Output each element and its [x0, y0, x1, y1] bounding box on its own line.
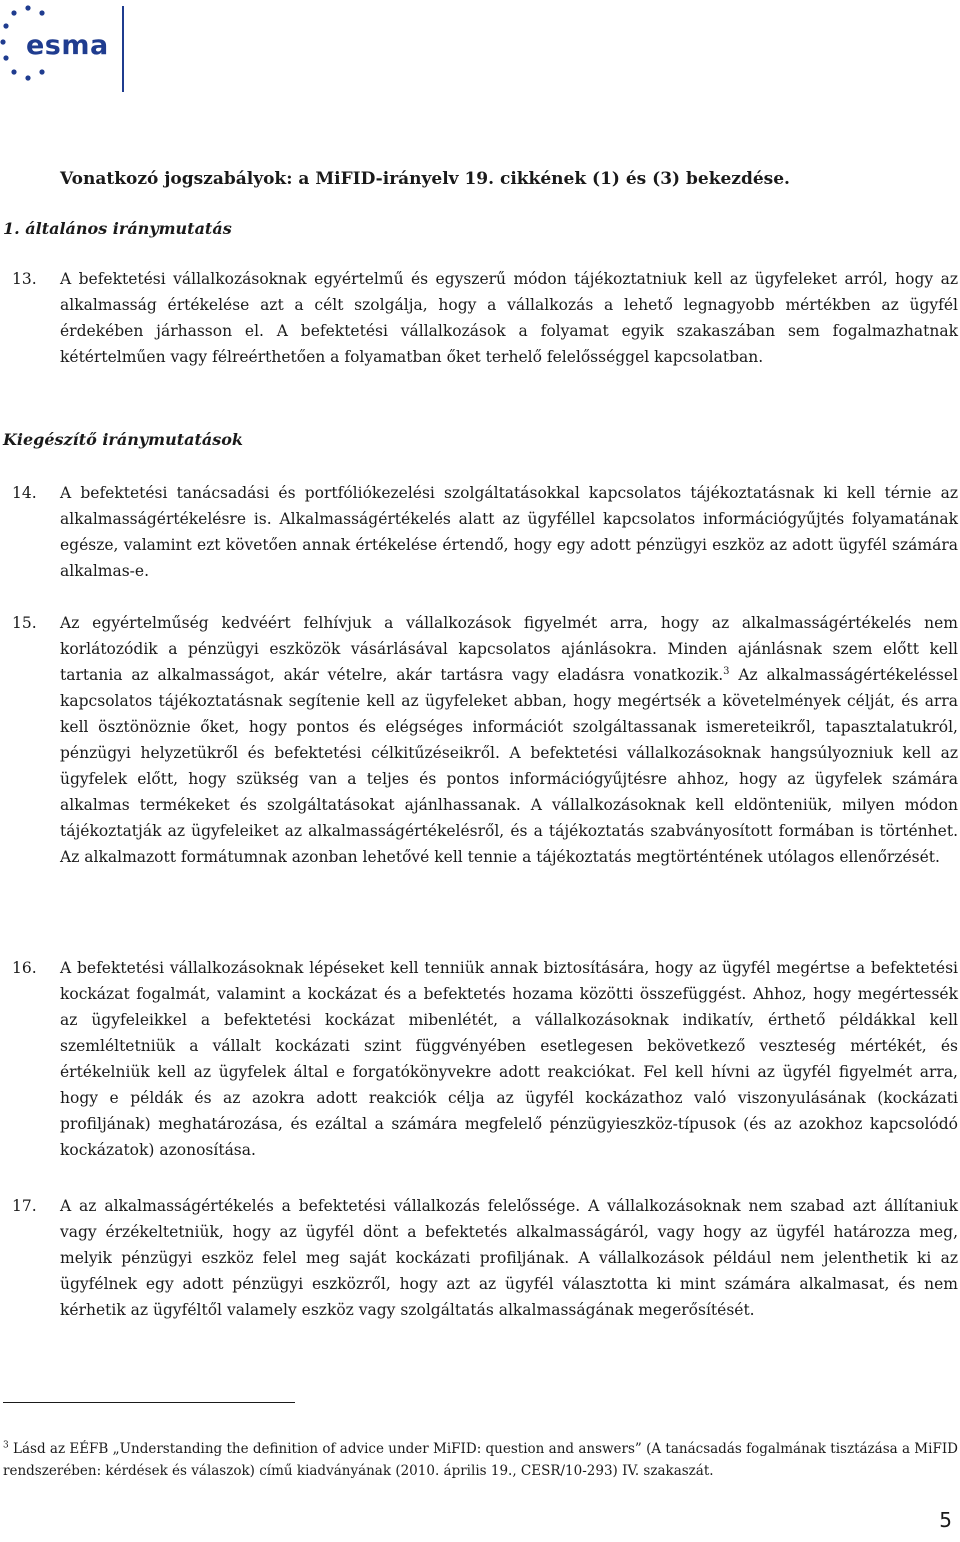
paragraph-text-part: Az egyértelműség kedvéért felhívjuk a vállalkozások figyelmét arra, hogy az alkalmasságértékelés nem korlátozódik a pénzügyi eszközök vásárlásával kapcsolatos ajánlásokra. Minden ajánlásnak szem előtt kell tartania az alkalmasságot, akár vételre, akár tartásra vagy eladásra vonatkozik.: [60, 614, 958, 684]
paragraph-number: 17.: [12, 1197, 37, 1215]
footnote-reference[interactable]: 3: [723, 665, 730, 677]
paragraph-number: 13.: [12, 270, 37, 288]
footnote-divider: [3, 1402, 295, 1403]
general-guideline-heading: 1. általános iránymutatás: [3, 219, 232, 238]
footnote-text: Lásd az EÉFB „Understanding the definition of advice under MiFID: question and answers” (A tanácsadás fogalmának tisztázása a MiFID rendszerében: kérdések és válaszok) című kiadványának (2010. április 19., CESR/10-293) IV. szakaszát.: [3, 1441, 958, 1479]
paragraph-16: [0, 955, 960, 1163]
document-heading: Vonatkozó jogszabályok: a MiFID-irányelv 19. cikkének (1) és (3) bekezdése.: [60, 169, 790, 189]
footnote-marker: 3: [3, 1440, 9, 1451]
paragraph-text: A befektetési tanácsadási és portfóliókezelési szolgáltatásokkal kapcsolatos tájékoztatásnak ki kell térnie az alkalmasságértékelésre is. Alkalmasságértékelés alatt az ügyféllel kapcsolatos információgyűjtés folyamatának egésze, valamint ezt követően annak értékelése értendő, hogy egy adott pénzügyi eszköz az adott ügyfél számára alkalmas-e.: [60, 484, 958, 580]
paragraph-15: [0, 610, 960, 870]
footnote: [3, 1438, 958, 1482]
paragraph-13: [0, 266, 960, 370]
logo-divider: [122, 6, 124, 92]
paragraph-number: 15.: [12, 614, 37, 632]
paragraph-number: 14.: [12, 484, 37, 502]
paragraph-14: [0, 480, 960, 584]
paragraph-text-part: Az alkalmasságértékeléssel kapcsolatos tájékoztatásnak segítenie kell az ügyfeleket abban, hogy megértsék a követelmények célját, és arra kell ösztönöznie őket, hogy pontos és elégséges információt szolgáltassanak ismereteikről, tapasztalatukról, pénzügyi helyzetükről és befektetési célkitűzéseikről. A befektetési vállalkozásoknak hangsúlyozniuk kell az ügyfelek előtt, hogy szükség van a teljes és pontos információgyűjtésre ahhoz, hogy az ügyfelek számára alkalmas termékeket és szolgáltatásokat ajánlhassanak. A vállalkozásoknak kell eldönteniük, milyen módon tájékoztatják az ügyfeleiket az alkalmasságértékelésről, és a tájékoztatás szabványosított formában is történhet. Az alkalmazott formátumnak azonban lehetővé kell tennie a tájékoztatás megtörténtének utólagos ellenőrzését.: [60, 666, 958, 866]
page-number: 5: [939, 1508, 952, 1532]
paragraph-text: [60, 610, 958, 870]
paragraph-text: A az alkalmasságértékelés a befektetési vállalkozás felelőssége. A vállalkozásoknak nem szabad azt állítaniuk vagy érzékeltetniük, hogy az ügyfél dönt a befektetés alkalmasságáról, vagy hogy az ügyfél határozza meg, melyik pénzügyi eszköz felel meg saját kockázati profiljának. A vállalkozások például nem jelenthetik ki az ügyfélnek egy adott pénzügyi eszközről, hogy azt az ügyfél választotta ki mint számára alkalmasat, és nem kérhetik az ügyféltől valamely eszköz vagy szolgáltatás alkalmasságának megerősítését.: [60, 1197, 958, 1319]
logo-wordmark: esma: [26, 30, 109, 61]
paragraph-17: [0, 1193, 960, 1323]
paragraph-text: A befektetési vállalkozásoknak egyértelmű és egyszerű módon tájékoztatniuk kell az ügyfeleket arról, hogy az alkalmasság értékelése azt a célt szolgálja, hogy a vállalkozás a lehető legnagyobb mértékben az ügyfél érdekében járhasson el. A befektetési vállalkozások a folyamat egyik szakaszában sem fogalmazhatnak kétértelműen vagy félreérthetően a folyamatban őket terhelő felelősséggel kapcsolatban.: [60, 270, 958, 366]
esma-logo: [0, 0, 130, 100]
paragraph-text: A befektetési vállalkozásoknak lépéseket kell tenniük annak biztosítására, hogy az ügyfél megértse a befektetési kockázat fogalmát, valamint a kockázat és a befektetés hozama közötti összefüggést. Ahhoz, hogy megértessék az ügyfeleikkel a befektetési kockázat mibenlétét, a vállalkozásoknak indikatív, érthető példákkal kell szemléltetniük a vállalt kockázati szint függvényében esetlegesen bekövetkező veszteség mértékét, és értékelniük kell az ügyfelek által e forgatókönyvekre adott reakciókat. Fel kell hívni az ügyfél figyelmét arra, hogy e példák és az azokra adott reakciók célja az ügyfél kockázathoz való viszonyulásának (kockázati profiljának) meghatározása, és ezáltal a számára megfelelő pénzügyieszköz-típusok (és az azokhoz kapcsolódó kockázatok) azonosítása.: [60, 959, 958, 1159]
paragraph-number: 16.: [12, 959, 37, 977]
supplementary-guidelines-heading: Kiegészítő iránymutatások: [3, 430, 243, 449]
